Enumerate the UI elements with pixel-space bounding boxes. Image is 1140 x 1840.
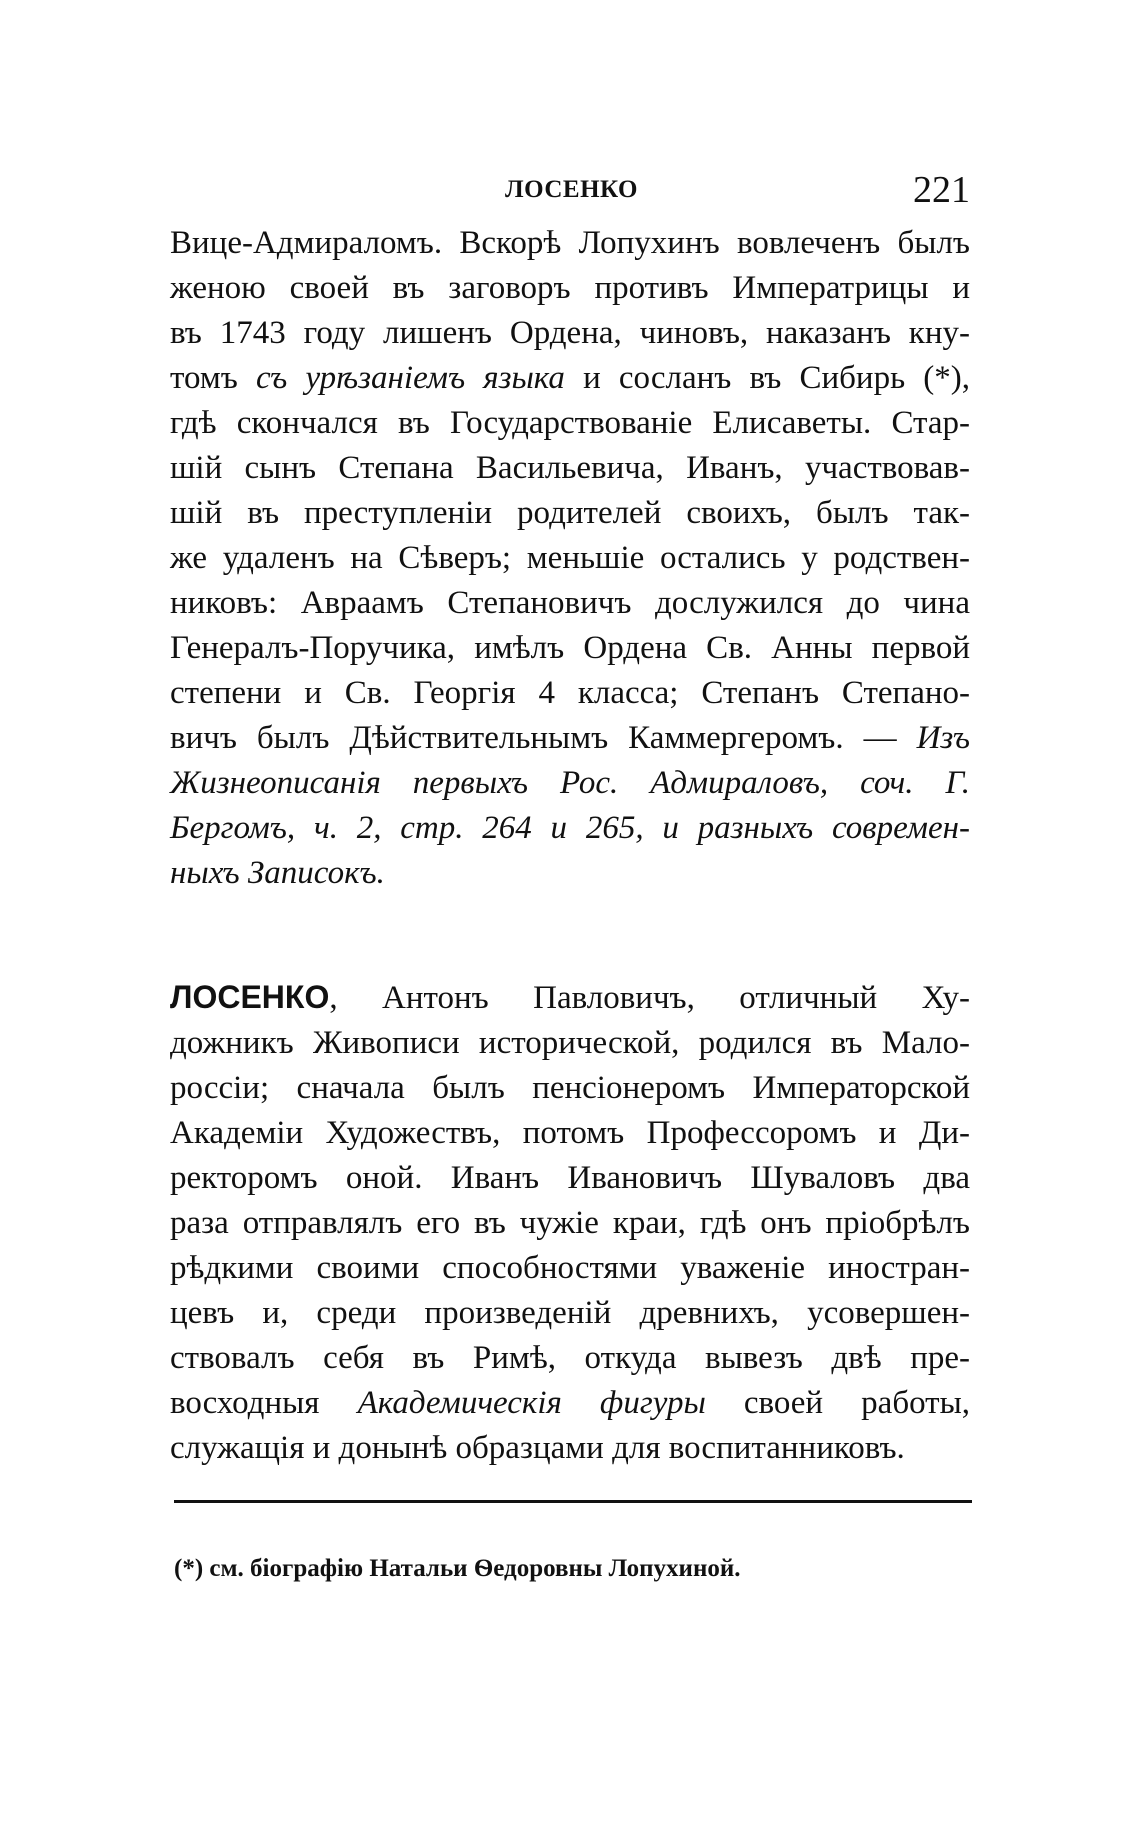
- text-span: служащія и донынѣ образцами для воспитанниковъ.: [170, 1430, 905, 1466]
- italic-text: Изъ: [916, 720, 970, 756]
- page-number: 221: [913, 169, 970, 211]
- text-line: [170, 670, 970, 715]
- text-span: раза отправлялъ его въ чужіе краи, гдѣ онъ пріобрѣлъ: [170, 1205, 970, 1241]
- text-span: Вице-Адмираломъ. Вскорѣ Лопухинъ вовлеченъ былъ: [170, 225, 970, 261]
- text-line: [170, 1200, 970, 1245]
- text-line: [170, 1290, 970, 1335]
- entry-headword: ЛОСЕНКО: [170, 979, 330, 1015]
- text-span: ректоромъ оной. Иванъ Ивановичъ Шуваловъ два: [170, 1160, 970, 1196]
- text-span: женою своей въ заговоръ противъ Императрицы и: [170, 270, 970, 306]
- text-line: [170, 625, 970, 670]
- text-span: ствовалъ себя въ Римѣ, откуда вывезъ двѣ пре-: [170, 1340, 970, 1376]
- text-line: [170, 1110, 970, 1155]
- text-line: [170, 1155, 970, 1200]
- text-span: шій въ преступленіи родителей своихъ, былъ так-: [170, 495, 970, 531]
- text-span: степени и Св. Георгія 4 класса; Степанъ Степано-: [170, 675, 970, 711]
- text-line: [170, 445, 970, 490]
- text-line: [170, 1380, 970, 1425]
- text-line: [170, 265, 970, 310]
- footnote: (*) см. біографію Натальи Ѳедоровны Лопухиной.: [174, 1555, 741, 1582]
- italic-text: ныхъ Записокъ.: [170, 855, 385, 891]
- text-span: же удаленъ на Сѣверъ; меньшіе остались у родствен-: [170, 540, 970, 576]
- running-title: ЛОСЕНКО: [505, 176, 639, 203]
- text-line: [170, 535, 970, 580]
- text-span: никовъ: Авраамъ Степановичъ дослужился до чина: [170, 585, 970, 621]
- text-span: россіи; сначала былъ пенсіонеромъ Императорской: [170, 1070, 970, 1106]
- italic-text: съ урѣзаніемъ языка: [255, 360, 565, 396]
- text-line: [170, 490, 970, 535]
- text-line: [170, 400, 970, 445]
- text-line: [170, 850, 970, 895]
- running-head: [170, 168, 970, 212]
- text-span: шій сынъ Степана Васильевича, Иванъ, участвовав-: [170, 450, 970, 486]
- text-line: [170, 220, 970, 265]
- text-span: въ 1743 году лишенъ Ордена, чиновъ, наказанъ кну-: [170, 315, 970, 351]
- text-span: , Антонъ Павловичъ, отличный Ху-: [329, 980, 970, 1016]
- text-line: [170, 805, 970, 850]
- italic-text: Жизнеописанія первыхъ Рос. Адмираловъ, соч. Г.: [170, 765, 970, 801]
- text-span: Генералъ-Поручика, имѣлъ Ордена Св. Анны первой: [170, 630, 970, 666]
- text-span: вичъ былъ Дѣйствительнымъ Каммергеромъ. —: [170, 720, 917, 756]
- text-span: рѣдкими своими способностями уваженіе иностран-: [170, 1250, 970, 1286]
- text-span: томъ: [170, 360, 256, 396]
- text-span: цевъ и, среди произведеній древнихъ, усовершен-: [170, 1295, 970, 1331]
- text-line: [170, 760, 970, 805]
- text-line: [170, 1020, 970, 1065]
- text-line: [170, 310, 970, 355]
- text-span: дожникъ Живописи исторической, родился въ Мало-: [170, 1025, 970, 1061]
- text-line: [170, 355, 970, 400]
- text-span: своей работы,: [705, 1385, 971, 1421]
- text-line: [170, 975, 970, 1020]
- entry-losenko: [170, 975, 970, 1470]
- text-line: [170, 1245, 970, 1290]
- text-span: восходныя: [170, 1385, 358, 1421]
- entry-lopukhin-continuation: [170, 220, 970, 895]
- italic-text: Бергомъ, ч. 2, стр. 264 и 265, и разныхъ современ-: [170, 810, 970, 846]
- text-line: [170, 1425, 970, 1470]
- text-span: Академіи Художествъ, потомъ Профессоромъ и Ди-: [170, 1115, 970, 1151]
- text-line: [170, 1065, 970, 1110]
- text-line: [170, 1335, 970, 1380]
- footnote-divider: [174, 1500, 972, 1503]
- text-line: [170, 580, 970, 625]
- text-span: гдѣ скончался въ Государствованіе Елисаветы. Стар-: [170, 405, 970, 441]
- text-span: и сосланъ въ Сибирь (*),: [564, 360, 970, 396]
- italic-text: Академическія фигуры: [357, 1385, 706, 1421]
- text-line: [170, 715, 970, 760]
